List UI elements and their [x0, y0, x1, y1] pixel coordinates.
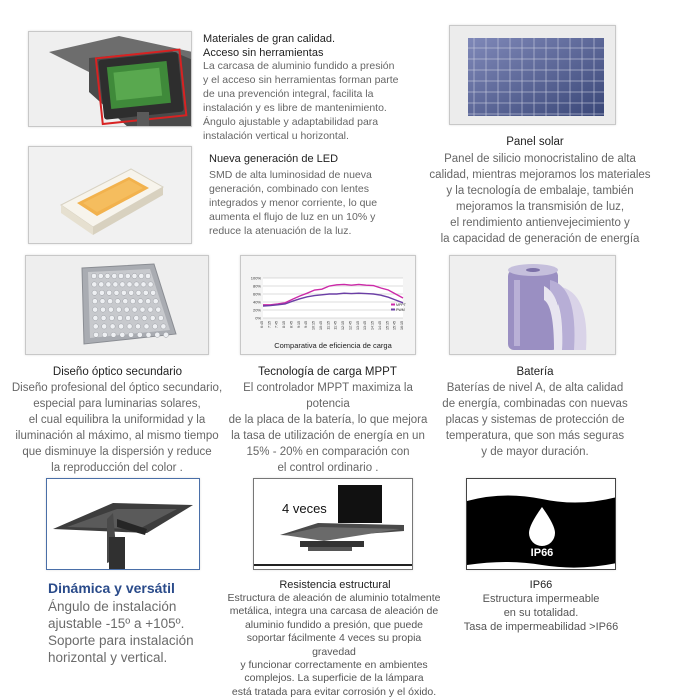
solar-panel-body-line: y la tecnología de embalaje, también — [446, 185, 634, 197]
optical-title: Diseño óptico secundario — [52, 366, 183, 378]
lens-dot — [137, 332, 142, 337]
lens-dot — [125, 273, 130, 278]
chart-y-tick-label: 100% — [250, 275, 261, 281]
dynamic-body-line: Soporte para instalación — [48, 633, 194, 648]
lens-dot — [120, 282, 125, 287]
structure-badge: 4 veces — [282, 501, 327, 516]
optical-body-line: la reproducción del color . — [51, 462, 183, 474]
structure-illustration — [254, 479, 413, 570]
battery-title: Batería — [516, 366, 554, 378]
lens-dot — [108, 307, 113, 312]
lens-dot — [130, 299, 135, 304]
solar-panel-body-line: Panel de silicio monocristalino de alta — [444, 153, 636, 165]
lens-dot — [113, 282, 118, 287]
dynamic-body-line: horizontal y vertical. — [48, 650, 168, 665]
lens-dot — [134, 315, 139, 320]
battery-body-line: placas y sistemas de protección de — [445, 414, 625, 426]
structure-body-line: aluminio fundido a presión, que puede — [244, 618, 424, 631]
structure-body-line: metálica, integra una carcasa de aleación de — [229, 605, 439, 618]
mppt-body-line: la tasa de utilización de energía en un — [231, 430, 425, 442]
chart-legend-swatch — [391, 304, 395, 306]
lens-dot — [148, 282, 153, 287]
lens-dot — [98, 273, 103, 278]
lens-dot — [146, 332, 151, 337]
lens-dot — [115, 299, 120, 304]
solar-panel-image — [449, 25, 616, 125]
optical-body-line: Diseño profesional del óptico secundario, — [11, 382, 223, 394]
lens-dot — [151, 290, 156, 295]
lens-dot — [102, 324, 107, 329]
lens-dot — [106, 282, 111, 287]
lens-dot — [92, 282, 97, 287]
lens-dot — [114, 290, 119, 295]
lens-dot — [129, 290, 134, 295]
lens-dot — [161, 324, 166, 329]
chart-x-tick-label: 9:15 — [296, 321, 301, 328]
lens-dot — [132, 307, 137, 312]
mppt-body-line: de la placa de la batería, lo que mejora — [228, 414, 428, 426]
mppt-body-line: 15% - 20% en comparación con — [246, 446, 410, 458]
lens-dot — [123, 299, 128, 304]
solar-panel-body-line: el rendimiento antienvejecimiento y — [450, 217, 630, 229]
ip66-body — [441, 592, 641, 634]
dynamic-body-line: Ángulo de instalación — [48, 599, 177, 614]
lens-dot — [99, 290, 104, 295]
lens-dot — [134, 282, 139, 287]
lens-dot — [93, 315, 98, 320]
materials-title-line2: Acceso sin herramientas — [203, 47, 324, 59]
lens-dot — [120, 332, 125, 337]
lens-dot — [111, 332, 116, 337]
structure-image — [253, 478, 413, 570]
materials-body — [203, 59, 423, 143]
chart-y-tick-label: 20% — [252, 307, 261, 313]
lens-dot — [92, 290, 97, 295]
chart-x-tick-label: 10:15 — [311, 321, 316, 330]
lens-dot — [150, 315, 155, 320]
led-body-line: integrados y menor corriente, lo que — [209, 197, 378, 209]
materials-body-line: La carcasa de aluminio fundido a presión — [203, 60, 395, 72]
lens-dot — [117, 315, 122, 320]
ip66-badge: IP66 — [530, 547, 554, 559]
battery-body-line: temperatura, que son más seguras — [445, 430, 625, 442]
led-body-line: generación, combinado con lentes — [209, 183, 369, 195]
led-body-line: reduce la atenuación de la luz. — [209, 225, 352, 237]
lens-dot — [163, 332, 168, 337]
lens-dot — [127, 282, 132, 287]
lens-dot — [110, 324, 115, 329]
lens-dot — [112, 273, 117, 278]
led-body — [209, 168, 419, 238]
lamp-housing-image — [28, 31, 192, 127]
structure-body-line: Estructura de aleación de aluminio totalmente — [227, 592, 441, 604]
lens-dot — [141, 282, 146, 287]
ip66-body-line: Tasa de impermeabilidad >IP66 — [463, 621, 619, 633]
ip66-body-line: Estructura impermeable — [482, 593, 600, 605]
lens-dot — [100, 307, 105, 312]
lens-dot — [143, 290, 148, 295]
optical-body-line: especial para luminarias solares, — [33, 398, 201, 410]
battery-body-line: de energía, combinadas con nuevas — [442, 398, 628, 410]
lens-dot — [132, 273, 137, 278]
chart-x-tick-label: 13:15 — [355, 321, 360, 330]
lens-dot — [118, 273, 123, 278]
lens-dot — [101, 315, 106, 320]
lens-dot — [91, 273, 96, 278]
lamp-angle-image — [46, 478, 200, 570]
chart-x-tick-label: 12:15 — [341, 321, 346, 330]
lens-dot — [121, 290, 126, 295]
materials-body-line: instalación vertical u horizontal. — [203, 130, 349, 142]
chart-x-tick-label: 8:45 — [289, 321, 294, 328]
lens-dot — [108, 299, 113, 304]
chart-x-tick-label: 14:45 — [377, 321, 382, 330]
chart-x-tick-label: 7:45 — [274, 321, 279, 328]
led-title: Nueva generación de LED — [209, 153, 339, 165]
chart-x-tick-label: 15:45 — [392, 321, 397, 330]
optical-lens-illustration — [26, 256, 209, 355]
chart-x-tick-label: 6:45 — [260, 321, 264, 328]
chart-x-tick-label: 8:15 — [282, 321, 287, 328]
mppt-chart-frame — [240, 255, 416, 355]
mppt-body — [222, 380, 434, 476]
solar-panel-body-line: mejoramos la transmisión de luz, — [455, 201, 625, 213]
chart-x-tick-label: 7:15 — [267, 321, 272, 328]
ip66-body-line: en su totalidad. — [503, 607, 579, 619]
optical-body-line: el cual equilibra la uniformidad y la — [28, 414, 206, 426]
structure-body-line: complejos. La superficie de la lámpara — [244, 672, 424, 685]
optical-body-line: iluminación al máximo, al mismo tiempo — [15, 430, 219, 442]
chart-y-tick-label: 0% — [255, 315, 261, 321]
battery-illustration — [450, 256, 616, 355]
lens-dot — [93, 332, 98, 337]
lens-dot — [152, 324, 157, 329]
mppt-body-line: el control ordinario . — [277, 462, 379, 474]
lens-dot — [153, 299, 158, 304]
dynamic-title: Dinámica y versátil — [48, 580, 175, 596]
chart-legend-label: MPPT — [396, 303, 406, 307]
led-chip-illustration — [29, 147, 192, 244]
chart-x-tick-label: 13:45 — [363, 321, 368, 330]
lens-dot — [139, 273, 144, 278]
lens-dot — [138, 299, 143, 304]
lens-dot — [99, 282, 104, 287]
mppt-efficiency-chart — [241, 256, 416, 355]
led-body-line: aumenta el flujo de luz en un 10% y — [209, 211, 376, 223]
lens-dot — [102, 332, 107, 337]
optical-body-line: que disminuye la dispersión y reduce — [22, 446, 212, 458]
solar-panel-title: Panel solar — [506, 136, 564, 148]
chart-plot-area — [263, 278, 403, 318]
ip66-image — [466, 478, 616, 570]
lens-dot — [93, 324, 98, 329]
lens-dot — [119, 324, 124, 329]
structure-body-line: soportar fácilmente 4 veces su propia gravedad — [246, 632, 422, 658]
materials-body-line: instalación y es libre de mantenimiento. — [203, 102, 387, 114]
lens-dot — [124, 307, 129, 312]
battery-image — [449, 255, 616, 355]
lens-dot — [140, 307, 145, 312]
lens-dot — [127, 324, 132, 329]
chart-x-tick-label: 14:15 — [370, 321, 375, 330]
lens-dot — [158, 315, 163, 320]
lens-dot — [128, 332, 133, 337]
chart-x-tick-label: 15:15 — [385, 321, 390, 330]
chart-x-tick-label: 9:45 — [304, 321, 309, 328]
battery-body-line: y de mayor duración. — [481, 446, 589, 458]
lens-dot — [105, 273, 110, 278]
led-body-line: SMD de alta luminosidad de nueva — [209, 169, 372, 181]
lens-dot — [92, 299, 97, 304]
structure-title: Resistencia estructural — [279, 579, 391, 591]
structure-body-line: está tratada para evitar corrosión y el óxido. — [231, 685, 437, 698]
chart-legend-swatch — [391, 309, 395, 311]
chart-x-tick-label: 11:15 — [326, 321, 331, 330]
chart-y-tick-label: 60% — [252, 291, 261, 297]
lens-dot — [100, 299, 105, 304]
battery-body-line: Baterías de nivel A, de alta calidad — [446, 382, 624, 394]
solar-panel-illustration — [450, 26, 616, 125]
chart-x-tick-label: 10:45 — [318, 321, 323, 330]
chart-y-tick-label: 80% — [252, 283, 261, 289]
lens-dot — [146, 299, 151, 304]
materials-title-line1: Materiales de gran calidad. — [203, 33, 336, 45]
lens-dot — [135, 324, 140, 329]
dynamic-body — [48, 598, 228, 666]
lamp-angle-illustration — [47, 479, 200, 570]
lens-dot — [136, 290, 141, 295]
lens-dot — [145, 273, 150, 278]
chart-x-tick-label: 12:45 — [348, 321, 353, 330]
lamp-housing-illustration — [29, 32, 192, 127]
mppt-body-line: El controlador MPPT maximiza la potencia — [243, 382, 413, 410]
lens-dot — [116, 307, 121, 312]
lens-dot — [155, 332, 160, 337]
lens-dot — [144, 324, 149, 329]
optical-lens-image — [25, 255, 209, 355]
mppt-title: Tecnología de carga MPPT — [258, 366, 397, 378]
lens-dot — [126, 315, 131, 320]
lens-dot — [93, 307, 98, 312]
chart-x-tick-label: 11:45 — [333, 321, 338, 330]
solar-panel-body — [425, 151, 655, 247]
lens-dot — [109, 315, 114, 320]
chart-title: Comparativa de eficiencia de carga — [274, 341, 392, 350]
lens-dot — [156, 307, 161, 312]
chart-x-tick-label: 16:15 — [400, 321, 404, 330]
battery-body — [430, 380, 640, 460]
materials-body-line: Ángulo ajustable y adaptabilidad para — [203, 116, 379, 128]
dynamic-body-line: ajustable -15º a +105º. — [48, 616, 185, 631]
structure-body-line: y funcionar correctamente en ambientes — [240, 659, 428, 672]
solar-panel-body-line: calidad, mientras mejoramos los materiales — [429, 169, 651, 181]
optical-body — [8, 380, 226, 476]
chart-legend-label: PWM — [396, 308, 405, 312]
structure-body — [226, 592, 442, 699]
ip66-title: IP66 — [529, 579, 553, 591]
materials-body-line: de una prevención integral, facilita la — [203, 88, 374, 100]
materials-body-line: y el acceso sin herramientas forman parte — [203, 74, 399, 86]
chart-y-tick-label: 40% — [252, 299, 261, 305]
lens-dot — [107, 290, 112, 295]
solar-panel-body-line: la capacidad de generación de energía — [440, 233, 640, 245]
lens-dot — [148, 307, 153, 312]
lens-dot — [142, 315, 147, 320]
led-chip-image — [28, 146, 192, 244]
